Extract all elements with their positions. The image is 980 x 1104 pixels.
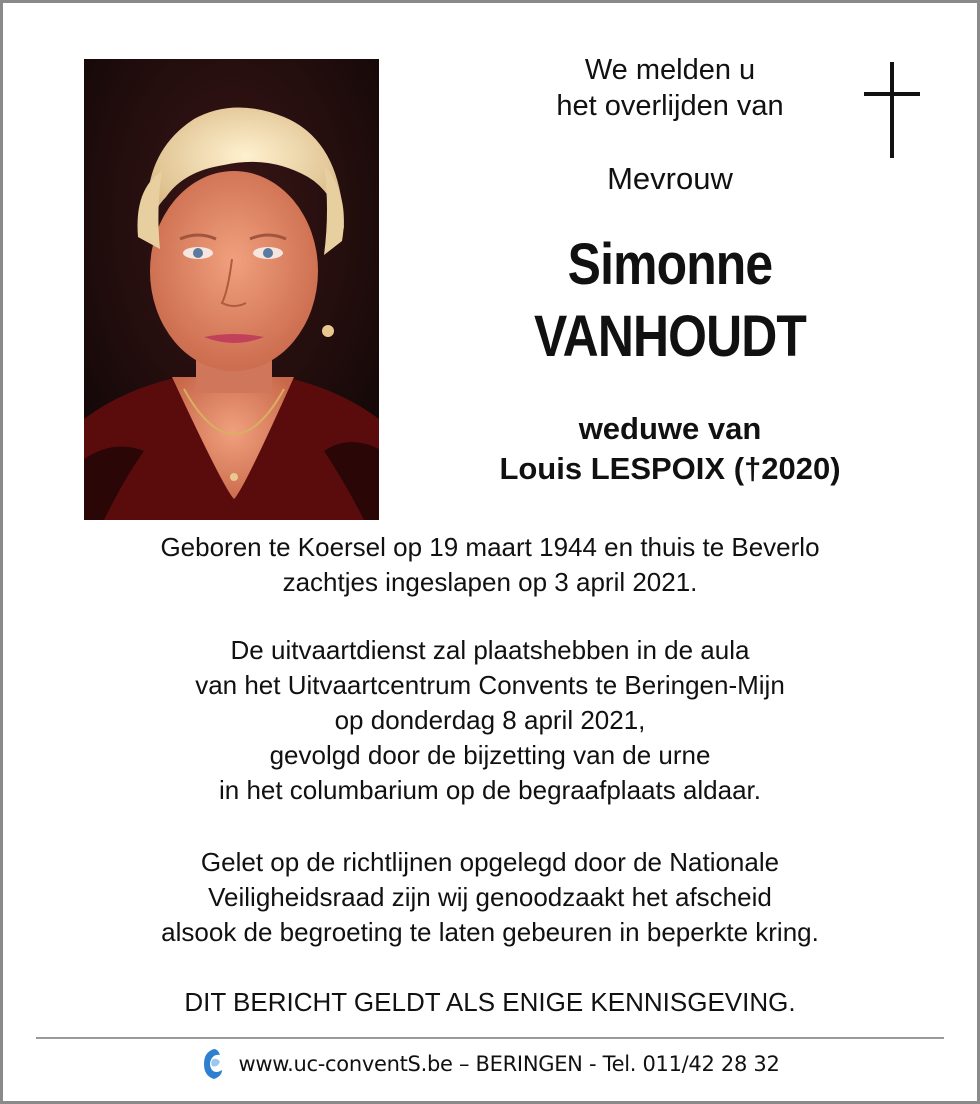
deceased-name bbox=[472, 229, 868, 373]
service-line: De uitvaartdienst zal plaatshebben in de aula bbox=[230, 635, 750, 665]
birth-death-paragraph bbox=[40, 530, 940, 600]
closing-statement: DIT BERICHT GELDT ALS ENIGE KENNISGEVING. bbox=[184, 987, 796, 1017]
portrait-photo bbox=[84, 59, 379, 520]
footer bbox=[0, 1044, 980, 1084]
intro-line-1: We melden u bbox=[584, 54, 756, 86]
guidelines-line: Veiligheidsraad zijn wij genoodzaakt het afscheid bbox=[208, 882, 772, 912]
intro-line-2: het overlijden van bbox=[556, 90, 784, 122]
service-line: van het Uitvaartcentrum Convents te Beringen-Mijn bbox=[195, 670, 785, 700]
first-name: Simonne bbox=[567, 232, 773, 297]
cross-icon bbox=[862, 62, 924, 158]
guidelines-paragraph bbox=[40, 845, 940, 950]
footer-divider bbox=[36, 1037, 944, 1039]
widow-line-2: Louis LESPOIX (†2020) bbox=[499, 451, 841, 486]
service-line: op donderdag 8 april 2021, bbox=[334, 705, 646, 735]
funeral-home-logo-icon bbox=[200, 1046, 226, 1082]
service-paragraph bbox=[40, 633, 940, 808]
last-name: VANHOUDT bbox=[533, 304, 807, 369]
intro-text bbox=[520, 52, 820, 124]
service-line: gevolgd door de bijzetting van de urne bbox=[269, 740, 711, 770]
guidelines-line: alsook de begroeting te laten gebeuren in beperkte kring. bbox=[161, 917, 819, 947]
honorific: Mevrouw bbox=[607, 161, 733, 196]
widow-line-1: weduwe van bbox=[578, 411, 762, 446]
widow-of bbox=[440, 409, 900, 489]
birth-line-1: Geboren te Koersel op 19 maart 1944 en thuis te Beverlo bbox=[160, 532, 820, 562]
footer-contact-text: www.uc-conventS.be – BERINGEN - Tel. 011/42 28 32 bbox=[238, 1052, 780, 1076]
birth-line-2: zachtjes ingeslapen op 3 april 2021. bbox=[282, 567, 698, 597]
guidelines-line: Gelet op de richtlijnen opgelegd door de Nationale bbox=[200, 847, 780, 877]
service-line: in het columbarium op de begraafplaats aldaar. bbox=[218, 775, 761, 805]
